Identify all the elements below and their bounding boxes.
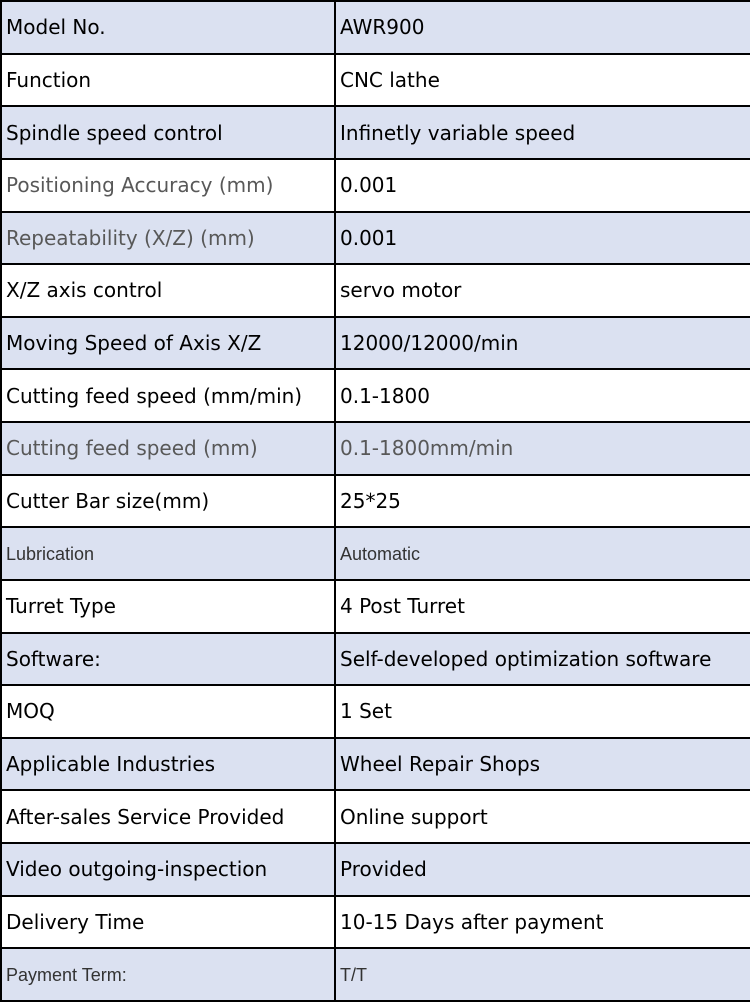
spec-value: servo motor	[335, 264, 750, 317]
spec-value: 0.1-1800mm/min	[335, 422, 750, 475]
spec-value: 0.001	[335, 212, 750, 265]
spec-value: 12000/12000/min	[335, 317, 750, 370]
table-row	[1, 633, 750, 686]
spec-value: T/T	[335, 948, 750, 1001]
spec-label: Model No.	[1, 1, 335, 54]
spec-value: CNC lathe	[335, 54, 750, 107]
table-row	[1, 159, 750, 212]
spec-label: Cutting feed speed (mm)	[1, 422, 335, 475]
spec-value: Provided	[335, 843, 750, 896]
table-row	[1, 843, 750, 896]
spec-label: Video outgoing-inspection	[1, 843, 335, 896]
spec-value: 4 Post Turret	[335, 580, 750, 633]
spec-label: Repeatability (X/Z) (mm)	[1, 212, 335, 265]
spec-label: Cutter Bar size(mm)	[1, 475, 335, 528]
spec-label: Turret Type	[1, 580, 335, 633]
spec-label: Positioning Accuracy (mm)	[1, 159, 335, 212]
spec-value: 0.1-1800	[335, 369, 750, 422]
table-row	[1, 948, 750, 1001]
spec-label: Payment Term:	[1, 948, 335, 1001]
table-row	[1, 685, 750, 738]
spec-label: Delivery Time	[1, 896, 335, 949]
table-row	[1, 580, 750, 633]
table-row	[1, 264, 750, 317]
spec-value: 0.001	[335, 159, 750, 212]
spec-label: X/Z axis control	[1, 264, 335, 317]
spec-value: Automatic	[335, 527, 750, 580]
table-row	[1, 54, 750, 107]
table-row	[1, 422, 750, 475]
table-row	[1, 475, 750, 528]
spec-label: MOQ	[1, 685, 335, 738]
spec-value: 10-15 Days after payment	[335, 896, 750, 949]
table-row	[1, 1, 750, 54]
table-row	[1, 369, 750, 422]
spec-label: Lubrication	[1, 527, 335, 580]
spec-value: AWR900	[335, 1, 750, 54]
table-row	[1, 738, 750, 791]
table-row	[1, 896, 750, 949]
spec-label: Applicable Industries	[1, 738, 335, 791]
table-row	[1, 790, 750, 843]
spec-value: 25*25	[335, 475, 750, 528]
spec-label: Function	[1, 54, 335, 107]
spec-value: Infinetly variable speed	[335, 106, 750, 159]
spec-value: Wheel Repair Shops	[335, 738, 750, 791]
spec-label: Spindle speed control	[1, 106, 335, 159]
spec-label: Software:	[1, 633, 335, 686]
spec-value: 1 Set	[335, 685, 750, 738]
spec-value: Online support	[335, 790, 750, 843]
table-row	[1, 212, 750, 265]
table-row	[1, 106, 750, 159]
spec-label: After-sales Service Provided	[1, 790, 335, 843]
table-row	[1, 527, 750, 580]
spec-label: Cutting feed speed (mm/min)	[1, 369, 335, 422]
table-row	[1, 317, 750, 370]
spec-value: Self-developed optimization software	[335, 633, 750, 686]
spec-label: Moving Speed of Axis X/Z	[1, 317, 335, 370]
